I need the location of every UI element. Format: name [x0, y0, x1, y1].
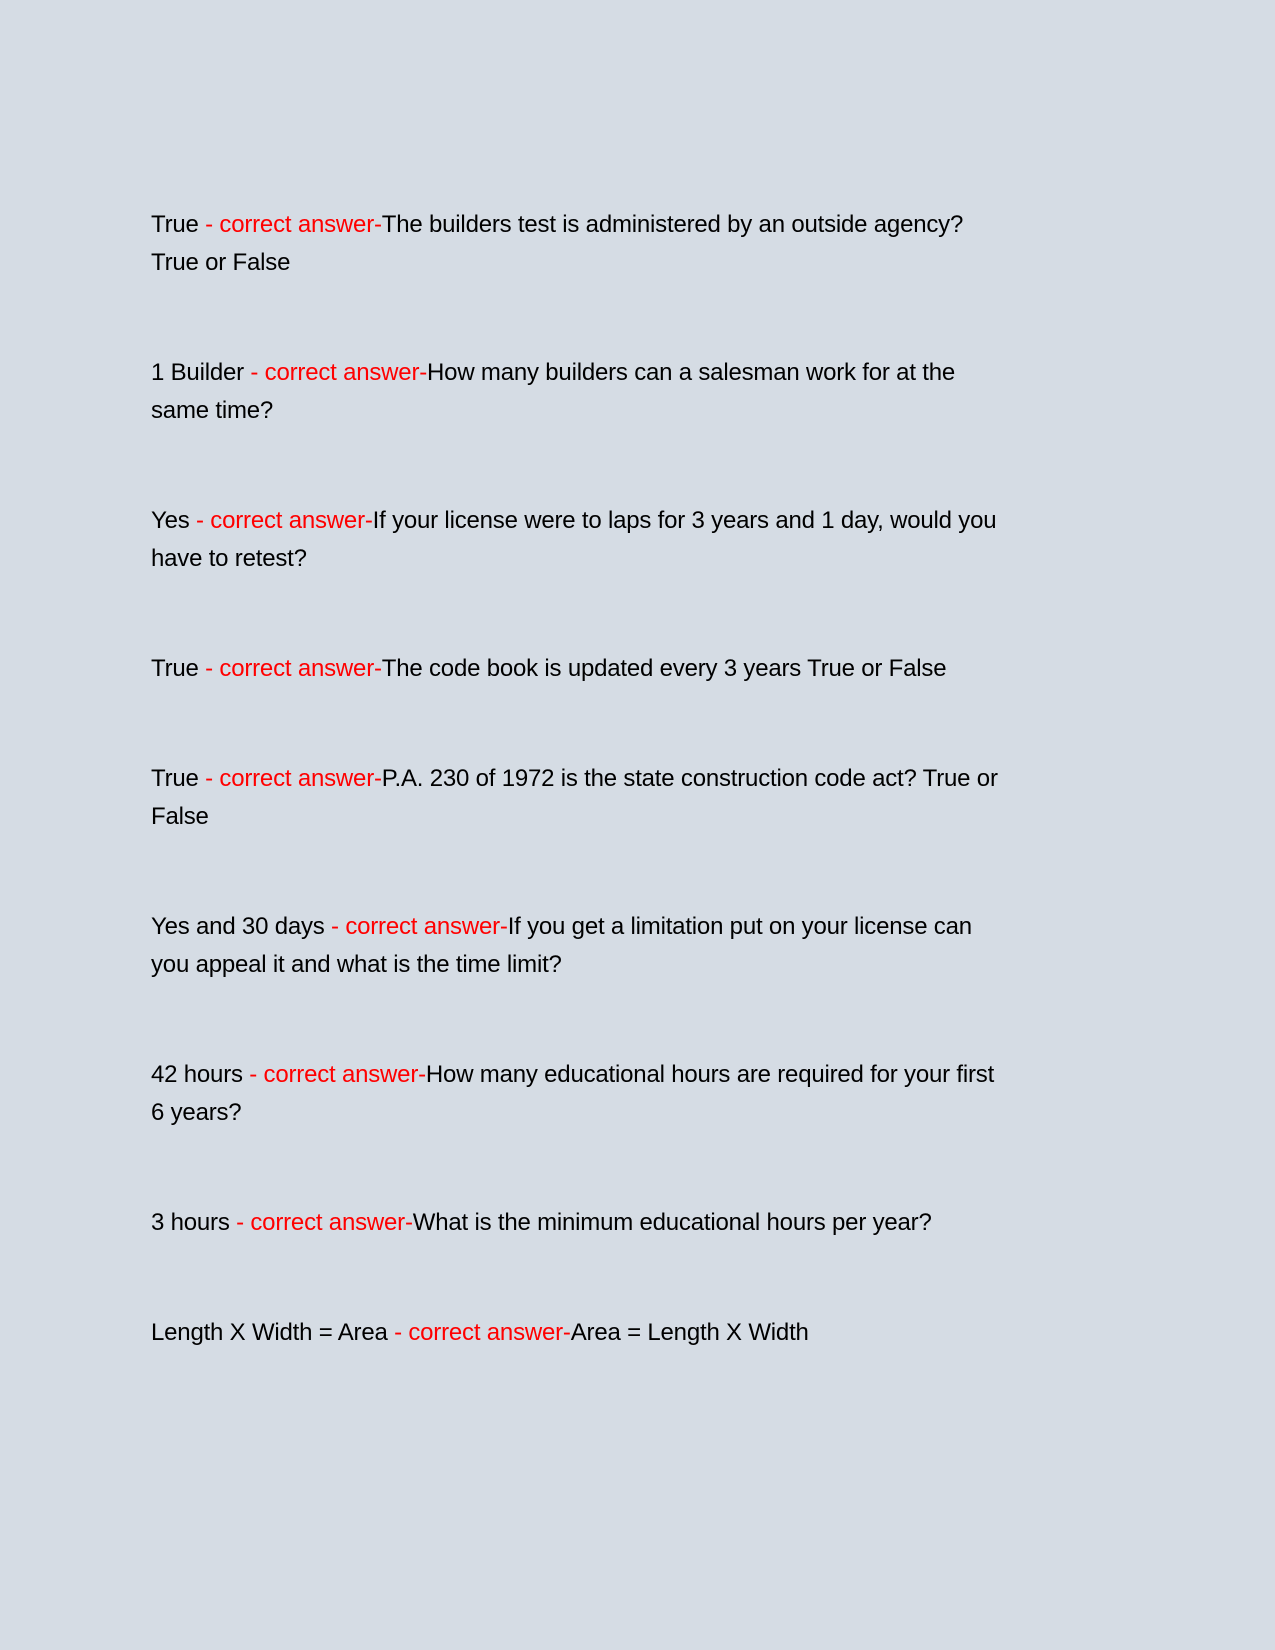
correct-answer-separator: - correct answer-	[242, 1061, 426, 1088]
qa-line-1	[151, 206, 1131, 244]
question-text: If you get a limitation put on your license can	[507, 913, 972, 940]
correct-answer-separator: - correct answer-	[198, 655, 382, 682]
qa-line-1	[151, 908, 1131, 946]
qa-line-1	[151, 502, 1131, 540]
qa-item	[151, 908, 1131, 984]
document-page	[151, 206, 1131, 1424]
correct-answer-separator: - correct answer-	[189, 507, 373, 534]
correct-answer-separator: - correct answer-	[198, 765, 382, 792]
qa-line-2: True or False	[151, 249, 291, 276]
answer-text: Yes	[151, 507, 190, 534]
answer-text: 3 hours	[151, 1209, 230, 1236]
qa-item	[151, 1314, 1131, 1352]
correct-answer-separator: - correct answer-	[324, 913, 508, 940]
correct-answer-separator: - correct answer-	[243, 359, 428, 386]
qa-line-1	[151, 1204, 1131, 1242]
qa-item	[151, 1204, 1131, 1242]
answer-text: True	[151, 211, 199, 238]
correct-answer-separator: - correct answer-	[229, 1209, 413, 1236]
question-text: What is the minimum educational hours per year?	[412, 1209, 932, 1236]
question-text: If your license were to laps for 3 years and 1 day, would you	[372, 507, 997, 534]
answer-text: Length X Width = Area	[151, 1319, 388, 1346]
question-text: P.A. 230 of 1972 is the state construction code act? True or	[381, 765, 998, 792]
question-text: How many builders can a salesman work for at the	[427, 359, 956, 386]
question-text: The code book is updated every 3 years True or False	[381, 655, 947, 682]
qa-line-1	[151, 1056, 1131, 1094]
qa-item	[151, 354, 1131, 430]
qa-line-2: you appeal it and what is the time limit?	[151, 951, 562, 978]
qa-item	[151, 206, 1131, 282]
qa-line-2: False	[151, 803, 209, 830]
qa-line-2: 6 years?	[151, 1099, 242, 1126]
question-text: Area = Length X Width	[570, 1319, 809, 1346]
correct-answer-separator: - correct answer-	[198, 211, 382, 238]
qa-line-1	[151, 354, 1131, 392]
answer-text: 42 hours	[151, 1061, 243, 1088]
qa-item	[151, 760, 1131, 836]
qa-line-1	[151, 760, 1131, 798]
answer-text: True	[151, 655, 199, 682]
qa-line-2: same time?	[151, 397, 274, 424]
qa-item	[151, 502, 1131, 578]
answer-text: Yes and 30 days	[151, 913, 325, 940]
qa-item	[151, 650, 1131, 688]
answer-text: 1 Builder	[151, 359, 244, 386]
qa-line-1	[151, 650, 1131, 688]
correct-answer-separator: - correct answer-	[387, 1319, 571, 1346]
qa-line-1	[151, 1314, 1131, 1352]
answer-text: True	[151, 765, 199, 792]
qa-item	[151, 1056, 1131, 1132]
qa-line-2: have to retest?	[151, 545, 307, 572]
question-text: How many educational hours are required for your first	[425, 1061, 995, 1088]
question-text: The builders test is administered by an outside agency?	[381, 211, 964, 238]
